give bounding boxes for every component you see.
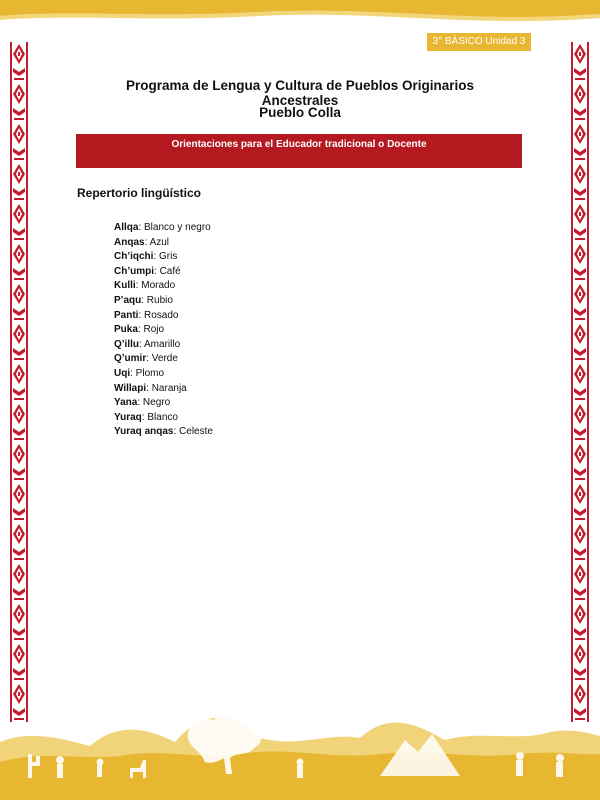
list-item: Yuraq anqas: Celeste — [114, 426, 213, 438]
list-item: Ch’iqchi: Gris — [114, 251, 178, 263]
list-item: Kulli: Morado — [114, 280, 176, 292]
list-item: Willapi: Naranja — [114, 382, 187, 394]
list-item: Puka: Rojo — [114, 324, 165, 336]
list-item: Anqas: Azul — [114, 236, 170, 248]
page-subtitle: Pueblo Colla — [259, 105, 341, 120]
section-banner: Orientaciones para el Educador tradicional o Docente — [76, 134, 522, 168]
list-item: Uqi: Plomo — [114, 367, 165, 379]
list-item: Q’umir: Verde — [114, 353, 178, 365]
vocabulary-list — [114, 221, 213, 440]
list-item: Q’illu: Amarillo — [114, 338, 181, 350]
header-wave-band — [0, 0, 600, 28]
left-decorative-border — [10, 42, 28, 722]
list-item: Yana: Negro — [114, 397, 171, 409]
list-item: Ch’umpi: Café — [114, 265, 181, 277]
list-item: Yuraq: Blanco — [114, 411, 178, 423]
right-decorative-border — [571, 42, 589, 722]
footer-landscape-illustration — [0, 690, 600, 800]
grade-unit-badge: 3° BÁSICO Unidad 3 — [427, 33, 531, 51]
page-title: Programa de Lengua y Cultura de Pueblos Originarios Ancestrales — [125, 78, 475, 108]
list-item: Allqa: Blanco y negro — [114, 222, 211, 233]
list-item: P’aqu: Rubio — [114, 294, 173, 306]
section-title: Repertorio lingüístico — [77, 186, 202, 200]
list-item: Panti: Rosado — [114, 309, 179, 321]
